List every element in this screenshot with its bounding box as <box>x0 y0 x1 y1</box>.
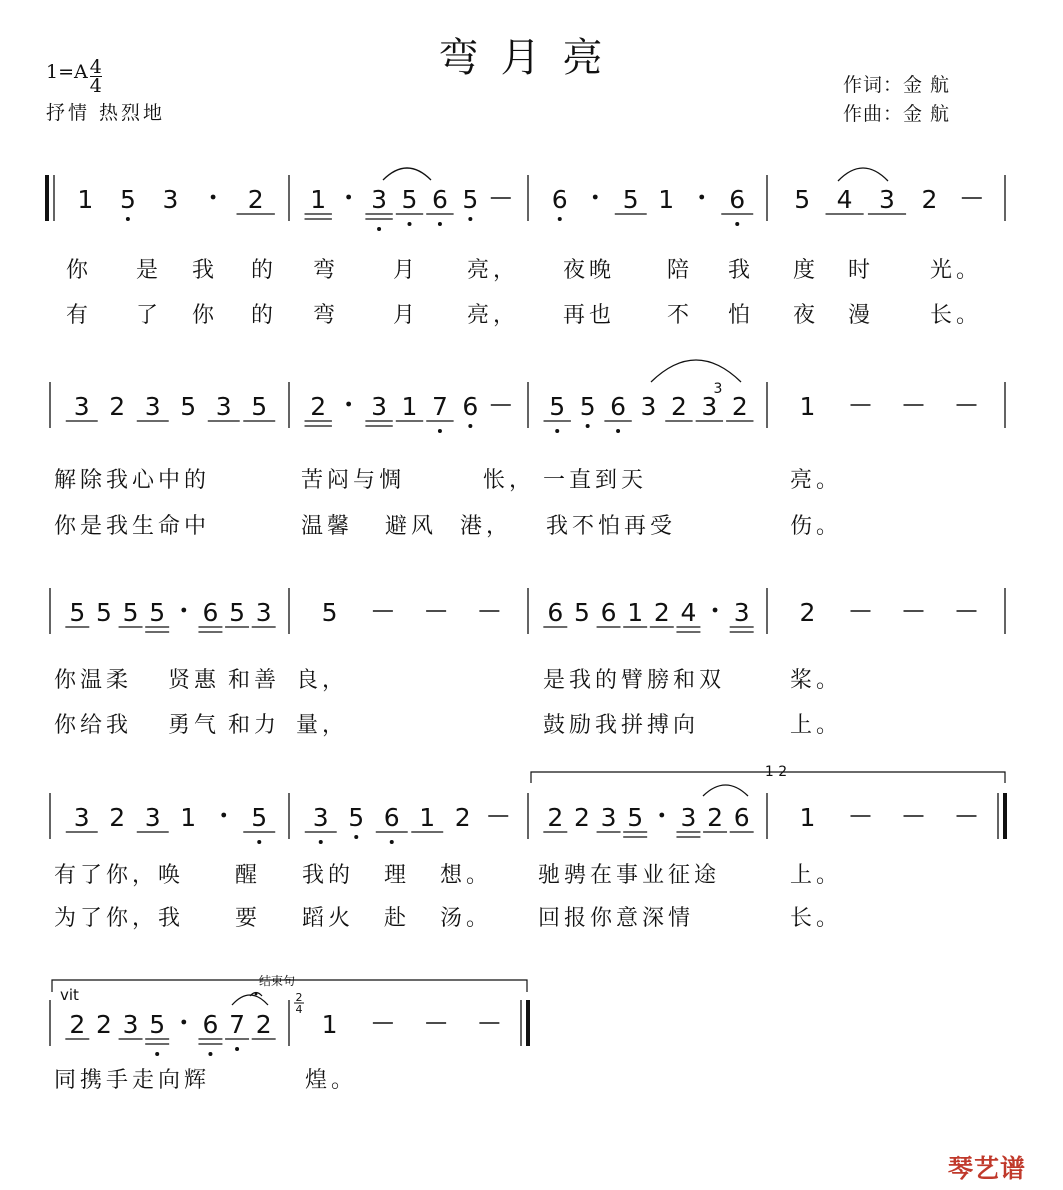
note-digit: 6 <box>729 185 746 214</box>
lyric-syllable: 要 <box>235 906 262 931</box>
note-digit: 6 <box>610 392 627 421</box>
augmentation-dot <box>593 195 598 200</box>
lyric-syllable: 你温柔 <box>54 668 133 693</box>
low-octave-dot <box>155 1052 159 1056</box>
lyric-syllable: 醒 <box>235 863 262 888</box>
note-digit: 6 <box>383 803 400 832</box>
note-digit: 2 <box>69 1010 86 1039</box>
note-digit: 3 <box>733 598 750 627</box>
note-digit: 4 <box>680 598 697 627</box>
slur <box>651 360 741 382</box>
lyric-syllable: 陪 <box>667 258 694 283</box>
low-octave-dot <box>377 227 381 231</box>
lyric-syllable: 亮， <box>467 258 520 283</box>
lyric-syllable: 弯 <box>313 303 340 328</box>
meter-change-top: 2 <box>295 991 303 1004</box>
note-digit: 6 <box>551 185 568 214</box>
note-digit: 5 <box>229 598 246 627</box>
lyric-syllable: 月 <box>393 258 420 283</box>
low-octave-dot <box>735 222 739 226</box>
lyric-syllable: 再也 <box>563 303 616 328</box>
lyric-syllable: 桨。 <box>790 668 843 693</box>
note-digit: 2 <box>109 392 126 421</box>
time-signature-bottom: 4 <box>89 75 102 97</box>
low-octave-dot <box>438 429 442 433</box>
slur <box>383 168 431 180</box>
note-digit: 1 <box>658 185 675 214</box>
slur <box>703 785 748 796</box>
note-digit: 5 <box>549 392 566 421</box>
lyric-syllable: 长。 <box>790 906 843 931</box>
lyric-syllable: 为了你，我 <box>54 906 185 931</box>
note-digit: 1 <box>321 1010 338 1039</box>
lyric-syllable: 夜 <box>793 303 820 328</box>
low-octave-dot <box>616 429 620 433</box>
low-octave-dot <box>126 217 130 221</box>
lyric-syllable: 时 <box>848 258 875 283</box>
low-octave-dot <box>558 217 562 221</box>
lyric-syllable: 苦闷与惆 <box>301 468 406 493</box>
lyric-syllable: 良， <box>296 668 349 693</box>
lyric-syllable: 夜晚 <box>563 258 616 283</box>
lyric-syllable: 避风 <box>385 514 438 539</box>
lyric-syllable: 煌。 <box>305 1068 358 1093</box>
low-octave-dot <box>257 840 261 844</box>
note-digit: 6 <box>202 1010 219 1039</box>
note-digit: 3 <box>701 392 718 421</box>
note-digit: 1 <box>77 185 94 214</box>
augmentation-dot <box>346 402 351 407</box>
lyric-syllable: 上。 <box>790 863 843 888</box>
low-octave-dot <box>586 424 590 428</box>
lyric-syllable: 解除我心中的 <box>54 468 211 493</box>
meter-change-bottom: 4 <box>295 1003 303 1016</box>
lyric-syllable: 是 <box>136 258 163 283</box>
low-octave-dot <box>390 840 394 844</box>
composer-credit: 作曲：金 航 <box>843 103 951 125</box>
lyric-syllable: 我的 <box>302 863 355 888</box>
lyric-syllable: 了 <box>136 303 163 328</box>
note-digit: 2 <box>653 598 670 627</box>
note-digit: 2 <box>454 803 471 832</box>
lyric-syllable: 度 <box>793 258 820 283</box>
lyric-syllable: 你给我 <box>54 713 133 738</box>
note-digit: 1 <box>799 392 816 421</box>
note-digit: 3 <box>371 392 388 421</box>
lyric-syllable: 的 <box>251 258 278 283</box>
note-digit: 2 <box>255 1010 272 1039</box>
note-digit: 6 <box>431 185 448 214</box>
augmentation-dot <box>699 195 704 200</box>
note-digit: 6 <box>733 803 750 832</box>
volta-label: 1 2 <box>764 764 788 780</box>
note-digit: 2 <box>670 392 687 421</box>
note-digit: 3 <box>371 185 388 214</box>
note-digit: 3 <box>144 803 161 832</box>
lyric-syllable: 港， <box>460 514 513 539</box>
note-digit: 5 <box>627 803 644 832</box>
lyric-syllable: 和善 <box>228 668 281 693</box>
lyric-syllable: 想。 <box>440 863 493 888</box>
note-digit: 3 <box>640 392 657 421</box>
note-digit: 5 <box>95 598 112 627</box>
fermata-icon <box>255 993 258 996</box>
note-digit: 3 <box>600 803 617 832</box>
note-digit: 6 <box>202 598 219 627</box>
lyric-syllable: 和力 <box>228 713 281 738</box>
lyric-syllable: 理 <box>384 863 411 888</box>
note-digit: 2 <box>310 392 327 421</box>
note-digit: 5 <box>122 598 139 627</box>
augmentation-dot <box>181 608 186 613</box>
time-signature-top: 4 <box>89 56 102 78</box>
low-octave-dot <box>408 222 412 226</box>
low-octave-dot <box>208 1052 212 1056</box>
tempo-marking: 抒情 热烈地 <box>46 102 166 124</box>
augmentation-dot <box>659 813 664 818</box>
note-digit: 3 <box>215 392 232 421</box>
note-digit: 3 <box>312 803 329 832</box>
lyric-syllable: 上。 <box>790 713 843 738</box>
lyric-syllable: 怅， <box>483 468 536 493</box>
low-octave-dot <box>354 835 358 839</box>
lyric-syllable: 驰骋在事业征途 <box>538 863 721 888</box>
note-digit: 5 <box>573 598 590 627</box>
note-digit: 1 <box>180 803 197 832</box>
note-digit: 5 <box>794 185 811 214</box>
note-digit: 5 <box>69 598 86 627</box>
note-digit: 5 <box>251 803 268 832</box>
lyricist-credit: 作词：金 航 <box>843 74 951 96</box>
note-digit: 2 <box>707 803 724 832</box>
lyric-syllable: 汤。 <box>440 906 493 931</box>
note-digit: 7 <box>431 392 448 421</box>
low-octave-dot <box>438 222 442 226</box>
note-digit: 3 <box>255 598 272 627</box>
low-octave-dot <box>235 1047 239 1051</box>
watermark-logo: 琴艺谱 <box>948 1154 1027 1183</box>
note-digit: 7 <box>229 1010 246 1039</box>
lyric-syllable: 是我的臂膀和双 <box>543 668 726 693</box>
lyric-syllable: 有了你，唤 <box>54 863 185 888</box>
ending-label: 结束句 <box>258 974 296 988</box>
note-digit: 1 <box>419 803 436 832</box>
lyric-syllable: 赴 <box>384 906 411 931</box>
note-digit: 4 <box>836 185 853 214</box>
lyric-syllable: 一直到天 <box>543 468 648 493</box>
lyric-syllable: 我 <box>192 258 219 283</box>
lyric-syllable: 长。 <box>930 303 983 328</box>
note-digit: 1 <box>799 803 816 832</box>
lyric-syllable: 光。 <box>930 258 983 283</box>
lyric-syllable: 回报你意深情 <box>538 906 695 931</box>
lyric-syllable: 勇气 <box>168 713 221 738</box>
note-digit: 6 <box>462 392 479 421</box>
lyric-syllable: 不 <box>667 303 694 328</box>
lyric-syllable: 贤惠 <box>168 668 221 693</box>
lyric-syllable: 伤。 <box>790 514 843 539</box>
note-digit: 3 <box>162 185 179 214</box>
note-digit: 1 <box>627 598 644 627</box>
lyric-syllable: 怕 <box>728 303 755 328</box>
note-digit: 2 <box>731 392 748 421</box>
low-octave-dot <box>319 840 323 844</box>
note-digit: 5 <box>462 185 479 214</box>
lyric-syllable: 同携手走向辉 <box>54 1068 211 1093</box>
lyric-syllable: 有 <box>66 303 93 328</box>
note-digit: 2 <box>109 803 126 832</box>
note-digit: 6 <box>600 598 617 627</box>
lyric-syllable: 漫 <box>848 303 875 328</box>
slur <box>232 995 268 1005</box>
augmentation-dot <box>346 195 351 200</box>
note-digit: 1 <box>310 185 327 214</box>
lyric-syllable: 鼓励我拼搏向 <box>543 713 700 738</box>
lyric-syllable: 蹈火 <box>302 906 355 931</box>
low-octave-dot <box>468 217 472 221</box>
triplet-label: 3 <box>713 381 723 397</box>
note-digit: 3 <box>122 1010 139 1039</box>
key-label: 1=A <box>46 61 88 83</box>
note-digit: 3 <box>73 392 90 421</box>
note-digit: 2 <box>95 1010 112 1039</box>
lyric-syllable: 你 <box>192 303 219 328</box>
song-title: 弯月亮 <box>438 35 625 81</box>
note-digit: 5 <box>149 598 166 627</box>
note-digit: 5 <box>622 185 639 214</box>
lyric-syllable: 我 <box>728 258 755 283</box>
lyric-syllable: 温馨 <box>301 514 354 539</box>
augmentation-dot <box>221 813 226 818</box>
vit-marking: vit <box>60 986 79 1004</box>
low-octave-dot <box>468 424 472 428</box>
note-digit: 6 <box>547 598 564 627</box>
note-digit: 1 <box>401 392 418 421</box>
augmentation-dot <box>181 1020 186 1025</box>
note-digit: 2 <box>799 598 816 627</box>
lyric-syllable: 亮。 <box>790 468 843 493</box>
note-digit: 3 <box>879 185 895 214</box>
slur <box>838 168 888 181</box>
note-digit: 5 <box>149 1010 166 1039</box>
augmentation-dot <box>211 195 216 200</box>
note-digit: 2 <box>547 803 564 832</box>
note-digit: 3 <box>144 392 161 421</box>
note-digit: 5 <box>579 392 596 421</box>
note-digit: 3 <box>680 803 697 832</box>
lyric-syllable: 月 <box>393 303 420 328</box>
note-digit: 2 <box>247 185 264 214</box>
lyric-syllable: 你是我生命中 <box>54 514 211 539</box>
lyric-syllable: 亮， <box>467 303 520 328</box>
note-digit: 2 <box>573 803 590 832</box>
note-digit: 3 <box>73 803 90 832</box>
note-digit: 5 <box>119 185 136 214</box>
note-digit: 5 <box>251 392 268 421</box>
lyric-syllable: 弯 <box>313 258 340 283</box>
lyric-syllable: 的 <box>251 303 278 328</box>
note-digit: 5 <box>180 392 197 421</box>
note-digit: 2 <box>921 185 938 214</box>
lyric-syllable: 我不怕再受 <box>546 514 677 539</box>
low-octave-dot <box>555 429 559 433</box>
lyric-syllable: 量， <box>296 713 349 738</box>
note-digit: 5 <box>348 803 365 832</box>
note-digit: 5 <box>401 185 418 214</box>
augmentation-dot <box>713 608 718 613</box>
note-digit: 5 <box>321 598 338 627</box>
lyric-syllable: 你 <box>66 258 93 283</box>
